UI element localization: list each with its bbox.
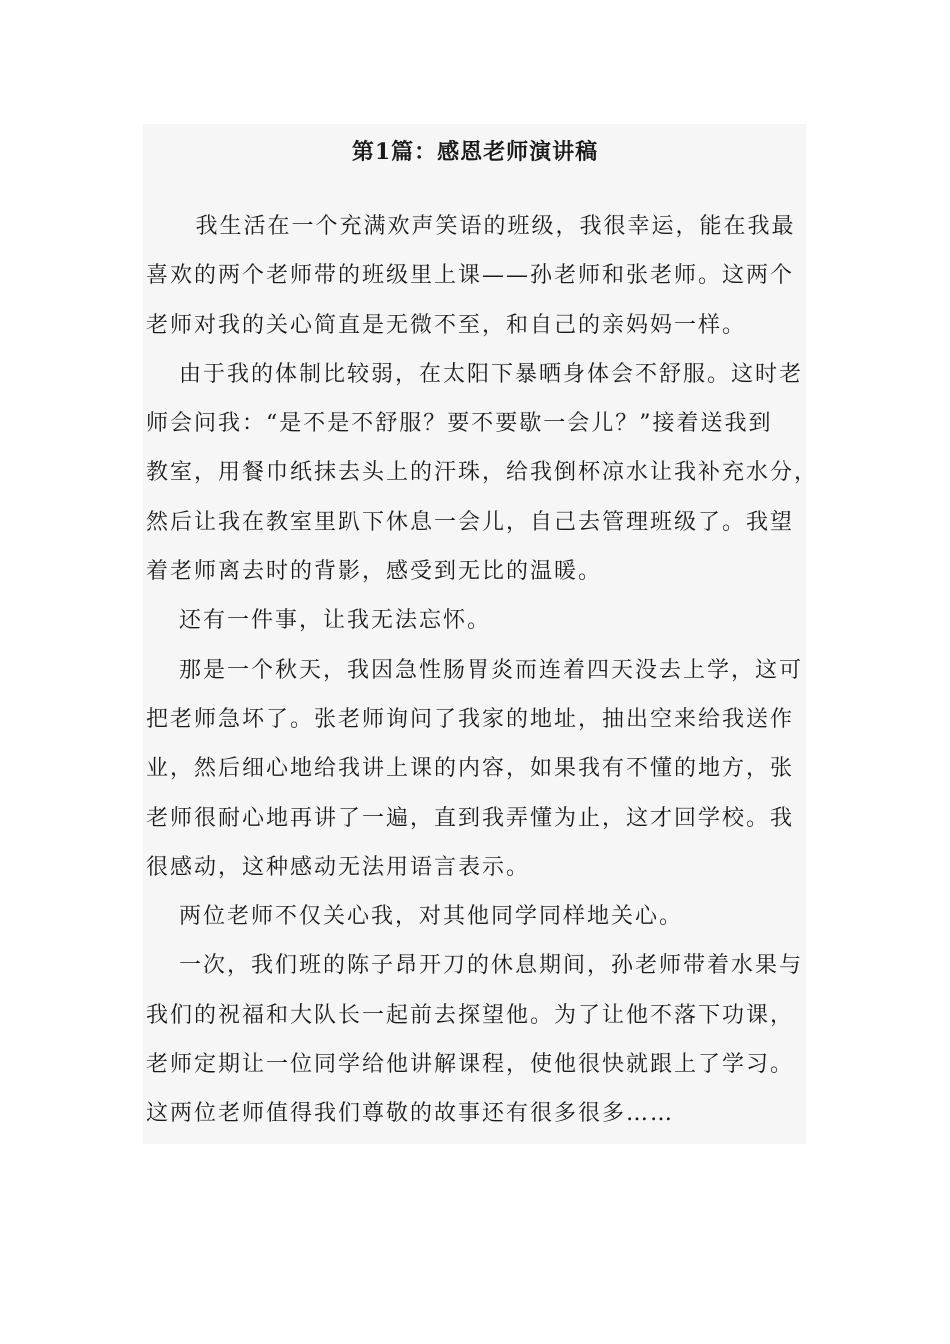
text-line: 老师很耐心地再讲了一遍，直到我弄懂为止，这才回学校。我 xyxy=(146,805,795,831)
text-line: 业，然后细心地给我讲上课的内容，如果我有不懂的地方，张 xyxy=(146,756,795,782)
text-line: 着老师离去时的背影，感受到无比的温暖。 xyxy=(146,559,603,585)
text-line: 师会问我：“是不是不舒服？要不要歇一会儿？”接着送我到 xyxy=(146,411,773,437)
text-line: 很感动，这种感动无法用语言表示。 xyxy=(146,854,531,880)
text-line: 还有一件事，让我无法忘怀。 xyxy=(179,608,492,634)
text-line: 我们的祝福和大队长一起前去探望他。为了让他不落下功课， xyxy=(146,1002,795,1028)
document-title: 第1篇：感恩老师演讲稿 xyxy=(351,139,599,165)
text-line: 把老师急坏了。张老师询问了我家的地址，抽出空来给我送作 xyxy=(146,706,795,732)
text-line: 由于我的体制比较弱，在太阳下暴晒身体会不舒服。这时老 xyxy=(179,361,804,387)
text-line: 两位老师不仅关心我，对其他同学同样地关心。 xyxy=(179,904,684,930)
text-line: 老师定期让一位同学给他讲解课程，使他很快就跟上了学习。 xyxy=(146,1052,795,1078)
text-line: 老师对我的关心简直是无微不至，和自己的亲妈妈一样。 xyxy=(146,312,747,338)
document-body xyxy=(146,202,819,1139)
text-line: 教室，用餐巾纸抹去头上的汗珠，给我倒杯凉水让我补充水分， xyxy=(146,460,819,486)
text-line: 那是一个秋天，我因急性肠胃炎而连着四天没去上学，这可 xyxy=(179,657,804,683)
text-line: 一次，我们班的陈子昂开刀的休息期间，孙老师带着水果与 xyxy=(179,953,804,979)
text-line: 然后让我在教室里趴下休息一会儿，自己去管理班级了。我望 xyxy=(146,509,795,535)
text-line: 这两位老师值得我们尊敬的故事还有很多很多…… xyxy=(146,1101,675,1127)
text-line: 我生活在一个充满欢声笑语的班级，我很幸运，能在我最 xyxy=(195,214,796,239)
text-line: 喜欢的两个老师带的班级里上课——孙老师和张老师。这两个 xyxy=(146,263,795,289)
